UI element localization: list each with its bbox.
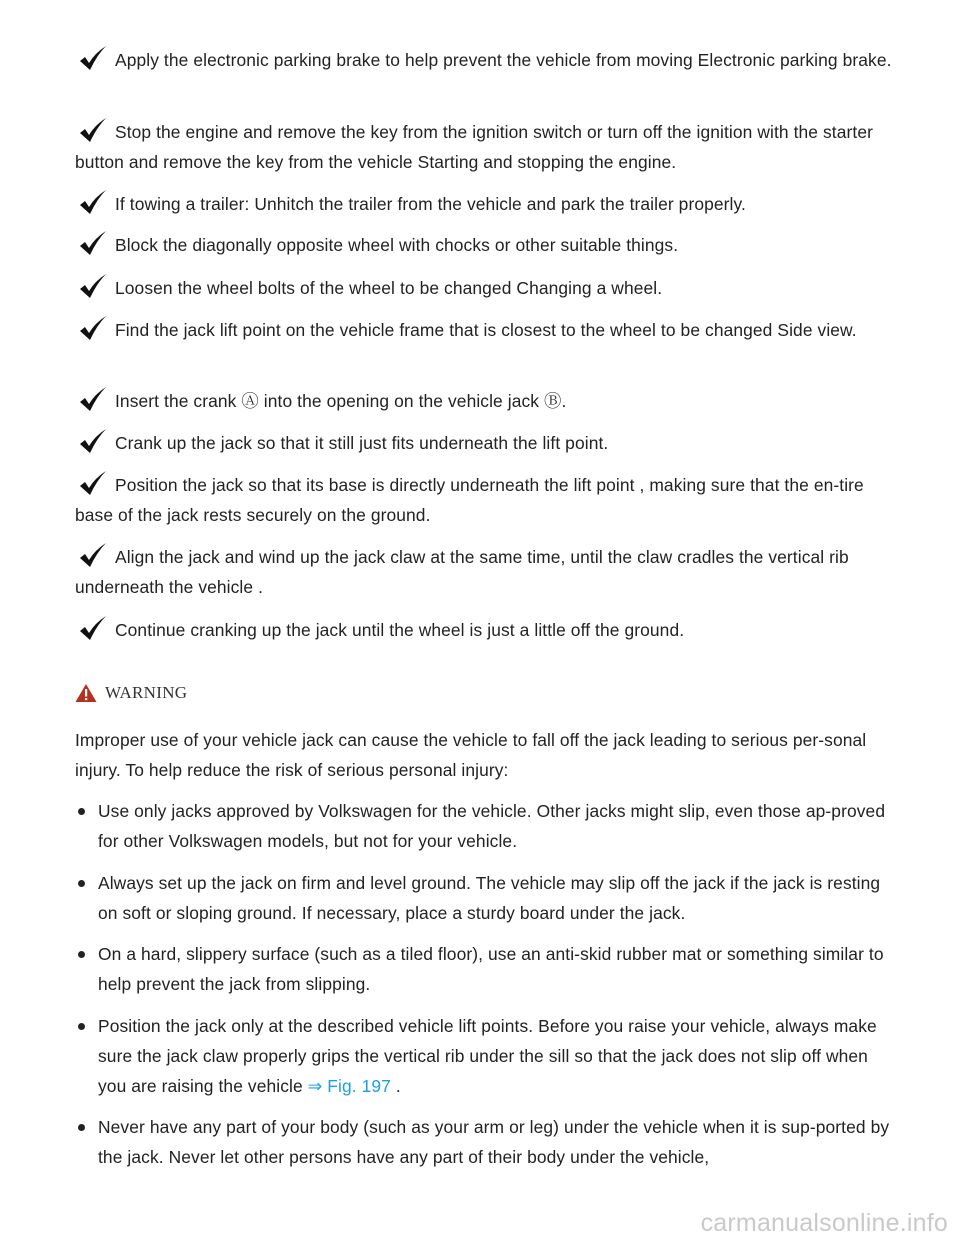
step-item xyxy=(75,117,905,177)
checkmark-icon xyxy=(78,542,108,568)
step-text: Stop the engine and remove the key from the ignition switch or turn off the ignition with the starter button and remove the key from the vehicle Starting and stopping the engine. xyxy=(75,122,873,172)
step-text: Block the diagonally opposite wheel with chocks or other suitable things. xyxy=(115,235,679,255)
step-text: Align the jack and wind up the jack claw at the same time, until the claw cradles the vertical rib underneath the vehicle . xyxy=(75,547,849,597)
warning-bullet xyxy=(98,868,898,928)
checkmark-icon xyxy=(78,615,108,641)
checkmark-icon xyxy=(78,428,108,454)
bullet-dot xyxy=(78,951,85,958)
checkmark-icon xyxy=(78,189,108,215)
figure-link[interactable]: ⇒ Fig. 197 xyxy=(307,1076,391,1096)
checkmark-icon xyxy=(78,230,108,256)
bullet-text: On a hard, slippery surface (such as a tiled floor), use an anti-skid rubber mat or something similar to help prevent the jack from slipping. xyxy=(98,944,884,994)
warning-bullet xyxy=(98,939,898,999)
step-item xyxy=(75,315,905,345)
warning-label: WARNING xyxy=(105,683,188,702)
step-item xyxy=(75,542,905,602)
step-item xyxy=(75,273,905,303)
warning-bullet xyxy=(98,1112,898,1172)
bullet-text-end: . xyxy=(390,1076,401,1096)
warning-intro: Improper use of your vehicle jack can cause the vehicle to fall off the jack leading to serious per-sonal injury. To help reduce the risk of serious personal injury: xyxy=(75,730,867,780)
step-text: Continue cranking up the jack until the wheel is just a little off the ground. xyxy=(115,620,685,640)
step-item xyxy=(75,45,905,75)
warning-bullet xyxy=(98,796,898,856)
watermark: carmanualsonline.info xyxy=(700,1209,948,1237)
warning-triangle-icon xyxy=(75,683,97,703)
checkmark-icon xyxy=(78,470,108,496)
warning-heading xyxy=(75,678,187,708)
step-text: Loosen the wheel bolts of the wheel to be changed Changing a wheel. xyxy=(115,278,663,298)
bullet-text: Use only jacks approved by Volkswagen for the vehicle. Other jacks might slip, even those ap-proved for other Volkswagen models, but not for your vehicle. xyxy=(98,801,886,851)
bullet-dot xyxy=(78,1023,85,1030)
step-item xyxy=(75,615,905,645)
step-text: If towing a trailer: Unhitch the trailer from the vehicle and park the trailer properly. xyxy=(115,194,746,214)
checkmark-icon xyxy=(78,273,108,299)
bullet-text: Position the jack only at the described vehicle lift points. Before you raise your vehicle, always make sure the jack claw properly grips the vertical rib under the sill so that the jack does not slip off when you are raising the vehicle xyxy=(98,1016,877,1096)
step-item xyxy=(75,428,905,458)
step-text: Position the jack so that its base is directly underneath the lift point , making sure that the en-tire base of the jack rests securely on the ground. xyxy=(75,475,864,525)
step-item xyxy=(75,386,905,416)
bullet-dot xyxy=(78,1124,85,1131)
step-text: Crank up the jack so that it still just fits underneath the lift point. xyxy=(115,433,609,453)
checkmark-icon xyxy=(78,386,108,412)
step-text: Find the jack lift point on the vehicle frame that is closest to the wheel to be changed Side view. xyxy=(115,320,857,340)
bullet-dot xyxy=(78,880,85,887)
checkmark-icon xyxy=(78,45,108,71)
step-item xyxy=(75,470,905,530)
bullet-text: Never have any part of your body (such as your arm or leg) under the vehicle when it is sup-ported by the jack. Never let other persons have any part of their body under the vehicle, xyxy=(98,1117,890,1167)
step-text: Insert the crank Ⓐ into the opening on the vehicle jack Ⓑ. xyxy=(115,391,567,411)
step-item xyxy=(75,230,905,260)
step-text: Apply the electronic parking brake to help prevent the vehicle from moving Electronic parking brake. xyxy=(115,50,892,70)
step-item xyxy=(75,189,905,219)
checkmark-icon xyxy=(78,117,108,143)
bullet-text: Always set up the jack on firm and level ground. The vehicle may slip off the jack if the jack is resting on soft or sloping ground. If necessary, place a sturdy board under the jack. xyxy=(98,873,881,923)
checkmark-icon xyxy=(78,315,108,341)
bullet-dot xyxy=(78,808,85,815)
warning-bullet xyxy=(98,1011,898,1101)
